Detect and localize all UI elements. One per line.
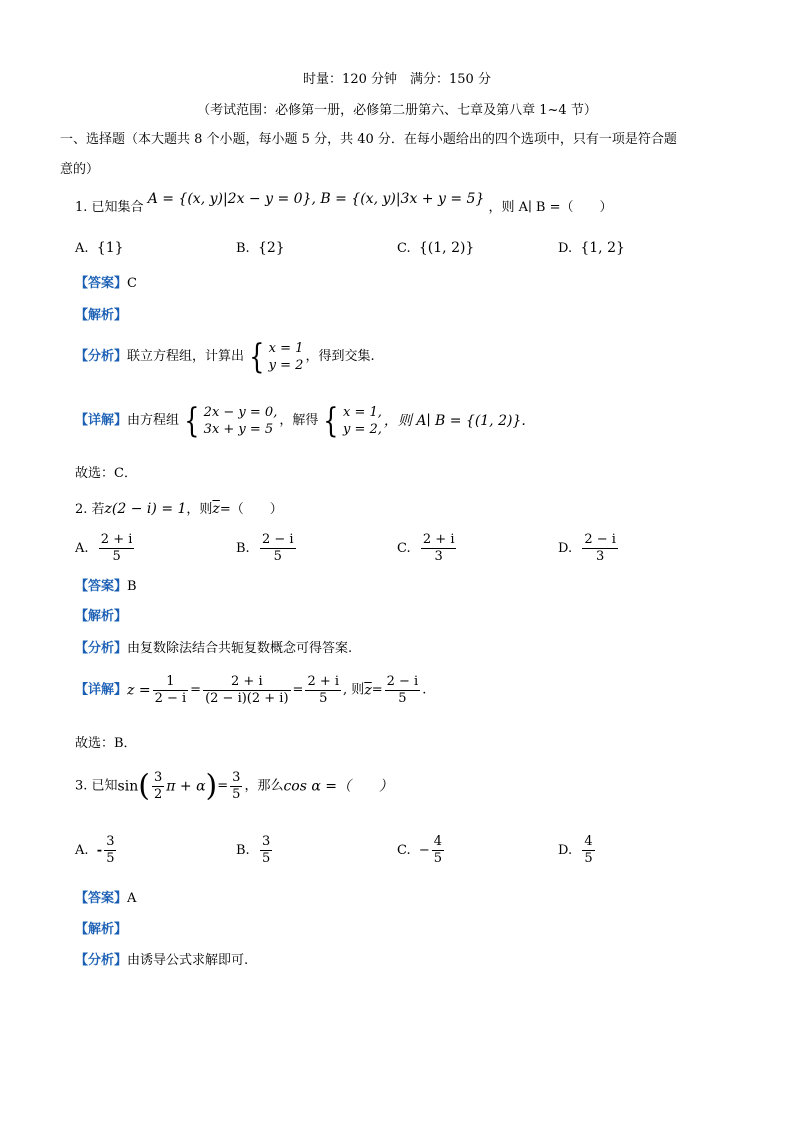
q2-option-c-num: 2 + i xyxy=(422,532,455,547)
q2-option-d[interactable] xyxy=(558,532,620,565)
q2-answer xyxy=(75,578,137,596)
q2-option-b-letter: B. xyxy=(236,541,250,556)
q3-option-c-den: 5 xyxy=(433,851,443,866)
q3-option-d-den: 5 xyxy=(584,851,593,866)
q1-prefix: 1. 已知集合 xyxy=(75,200,144,215)
answer-label: 【答案】 xyxy=(75,579,128,594)
q1-option-a[interactable] xyxy=(75,240,124,256)
q2-zbar: $\overline{z}$ xyxy=(212,501,220,517)
detail-label: 【详解】 xyxy=(75,682,128,698)
q2-eq3: = xyxy=(371,682,383,698)
q2-option-d-num: 2 − i xyxy=(584,532,616,547)
q2-frac4-den: 5 xyxy=(385,690,421,707)
q1-detail-row2: 3x + y = 5 xyxy=(203,422,274,437)
q3-sin: sin xyxy=(117,778,139,795)
q1-detail-post: ，则 A∣ B = {(1, 2)}. xyxy=(383,413,526,429)
fenxi-label: 【分析】 xyxy=(75,641,128,656)
q3-answer xyxy=(75,890,136,908)
q2-answer-value: B xyxy=(127,579,137,594)
q1-option-a-letter: A. xyxy=(75,241,89,256)
q1-detail xyxy=(75,401,526,444)
q2-frac2-den: (2 − i)(2 + i) xyxy=(205,691,289,706)
q2-option-b-num: 2 − i xyxy=(261,532,294,547)
q1-stem xyxy=(75,191,613,217)
q2-eq1: = xyxy=(190,682,202,698)
q2-option-c[interactable] xyxy=(397,532,458,565)
q3-option-b-den: 5 xyxy=(261,851,271,866)
q2-stem xyxy=(75,500,283,519)
q2-frac1-den: 2 − i xyxy=(154,691,187,706)
q2-option-a-den: 5 xyxy=(99,548,135,565)
q3-rhs-num: 3 xyxy=(232,770,241,785)
q3-fenxi xyxy=(75,952,248,970)
q1-fenxi-row1: x = 1 xyxy=(268,341,304,356)
q3-option-c-num: 4 xyxy=(433,834,443,849)
q3-option-c-sign: − xyxy=(418,843,430,858)
q1-fenxi-row2: y = 2 xyxy=(268,358,304,373)
q2-detail xyxy=(75,674,426,714)
q3-option-a[interactable] xyxy=(75,834,118,867)
q1-solution-row2: y = 2, xyxy=(343,422,382,437)
answer-label: 【答案】 xyxy=(75,276,128,291)
q3-option-b[interactable] xyxy=(236,834,274,867)
q2-period: . xyxy=(422,682,427,698)
q3-fenxi-text: 由诱导公式求解即可. xyxy=(127,953,249,968)
q3-cos: cos α =（ ） xyxy=(283,778,393,795)
q1-detail-mid: ，解得 xyxy=(279,413,319,428)
q1-answer xyxy=(75,275,137,293)
q3-option-a-num: 3 xyxy=(106,834,115,849)
q1-option-c-text: {(1, 2)} xyxy=(418,240,475,256)
q1-option-a-text: {1} xyxy=(96,240,124,256)
q1-detail-row1: 2x − y = 0, xyxy=(203,405,278,420)
q1-solution-system: { x = 1, y = 2, xyxy=(323,401,382,441)
q1-option-d-letter: D. xyxy=(558,241,573,256)
q3-option-b-letter: B. xyxy=(236,843,250,858)
analysis-label: 【解析】 xyxy=(75,609,128,624)
q2-analysis-label xyxy=(75,608,127,626)
q1-detail-system: { 2x − y = 0, 3x + y = 5 xyxy=(184,401,278,441)
q1-ask: ，则 A∣ B =（ ） xyxy=(488,200,613,215)
analysis-label: 【解析】 xyxy=(75,308,128,323)
q1-option-d-text: {1, 2} xyxy=(580,240,625,256)
q2-option-d-den: 3 xyxy=(582,548,618,565)
fenxi-label: 【分析】 xyxy=(75,953,128,968)
q3-option-b-num: 3 xyxy=(261,834,271,849)
q2-fenxi-text: 由复数除法结合共轭复数概念可得答案. xyxy=(127,641,353,656)
q2-option-a-letter: A. xyxy=(75,541,89,556)
section-title-line1: 一、选择题（本大题共 8 个小题，每小题 5 分，共 40 分．在每小题给出的四个选项中，只有一项是符合题 xyxy=(60,132,677,147)
q2-frac3-den: 5 xyxy=(305,690,341,707)
exam-scope: （考试范围：必修第一册，必修第二册第六、七章及第八章 1~4 节） xyxy=(197,103,597,118)
q2-detail-zbar: $\overline{z}$ xyxy=(364,682,372,699)
q2-option-a[interactable] xyxy=(75,532,136,565)
q1-solution-row1: x = 1, xyxy=(343,405,382,420)
answer-label: 【答案】 xyxy=(75,891,128,906)
q3-answer-value: A xyxy=(127,891,137,906)
q2-option-d-letter: D. xyxy=(558,541,573,556)
q3-analysis-label xyxy=(75,921,127,939)
q1-fenxi-post: ，得到交集. xyxy=(305,349,375,364)
q1-option-b[interactable] xyxy=(236,240,285,256)
q3-option-c-letter: C. xyxy=(397,843,411,858)
q3-option-a-sign: - xyxy=(96,843,103,858)
q1-option-c[interactable] xyxy=(397,240,474,256)
q3-option-a-den: 5 xyxy=(106,851,115,866)
q2-option-c-den: 3 xyxy=(421,548,457,565)
q2-detail-z: z = xyxy=(127,682,151,699)
exam-time-score: 时量：120 分钟 满分：150 分 xyxy=(303,72,491,87)
q2-fenxi xyxy=(75,640,352,658)
q2-eq2: = xyxy=(292,682,304,698)
q2-option-b-den: 5 xyxy=(260,548,296,565)
q2-frac4-num: 2 − i xyxy=(386,674,419,689)
q1-fenxi xyxy=(75,337,375,380)
q3-inner-den: 2 xyxy=(153,787,163,802)
q1-answer-value: C xyxy=(127,276,137,291)
q2-frac1-num: 1 xyxy=(166,674,175,689)
q1-set-a: A = {(x, y)|2x − y = 0} xyxy=(147,191,312,207)
q1-option-d[interactable] xyxy=(558,240,625,256)
q1-analysis-label xyxy=(75,307,127,325)
q3-option-d[interactable] xyxy=(558,834,597,867)
q2-stem-post: ，则 xyxy=(186,502,213,517)
q3-option-d-letter: D. xyxy=(558,843,573,858)
q1-option-c-letter: C. xyxy=(397,241,411,256)
q3-stem-pre: 3. 已知 xyxy=(75,778,118,794)
q3-inner-rest: π + α xyxy=(166,778,206,795)
q3-rhs-den: 5 xyxy=(232,787,241,802)
q2-stem-end: =（ ） xyxy=(219,502,283,517)
q2-option-a-num: 2 + i xyxy=(100,532,133,547)
q2-frac3-num: 2 + i xyxy=(307,674,340,689)
fenxi-label: 【分析】 xyxy=(75,349,128,364)
q3-stem-post: ，那么 xyxy=(244,778,284,794)
q3-option-d-num: 4 xyxy=(584,834,593,849)
q3-stem: 3. 已知sin( $\frac{3}{2}$ π + α)= $\frac{3}{5}$ ，那么cos α =（ ） xyxy=(75,768,393,804)
q2-stem-eq: z(2 − i) = 1 xyxy=(104,501,187,517)
q2-frac2-num: 2 + i xyxy=(231,674,263,689)
section-title-line2: 意的） xyxy=(60,162,100,177)
q2-stem-pre: 2. 若 xyxy=(75,502,105,517)
q3-option-a-letter: A. xyxy=(75,843,89,858)
detail-label: 【详解】 xyxy=(75,413,128,428)
q2-choose: 故选：B． xyxy=(75,736,137,751)
q1-choose: 故选：C． xyxy=(75,466,137,481)
analysis-label: 【解析】 xyxy=(75,922,128,937)
q2-option-c-letter: C. xyxy=(397,541,411,556)
q1-fenxi-system: { x = 1 y = 2 xyxy=(249,337,304,377)
q1-set-b: , B = {(x, y)|3x + y = 5} xyxy=(311,191,485,207)
q1-fenxi-pre: 联立方程组，计算出 xyxy=(127,349,245,364)
q1-option-b-text: {2} xyxy=(257,240,285,256)
q1-option-b-letter: B. xyxy=(236,241,250,256)
q2-then: , 则 xyxy=(343,682,365,698)
q1-detail-pre: 由方程组 xyxy=(127,413,180,428)
q3-option-c[interactable] xyxy=(397,834,446,867)
q2-option-b[interactable] xyxy=(236,532,298,565)
q3-inner-num: 3 xyxy=(153,770,163,785)
